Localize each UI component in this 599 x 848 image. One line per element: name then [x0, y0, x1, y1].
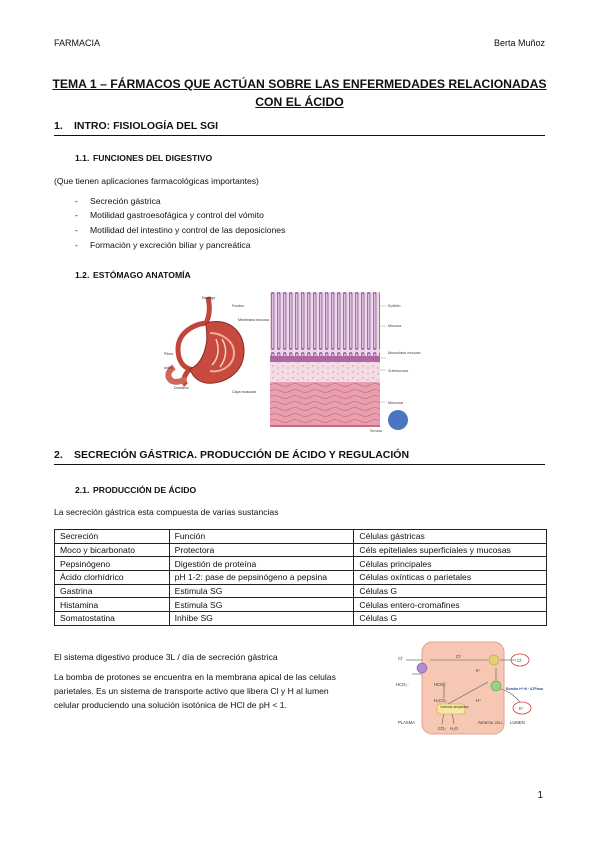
section-2-title: SECRECIÓN GÁSTRICA. PRODUCCIÓN DE ÁCIDO Y REGULACIÓN	[74, 449, 410, 461]
label-cl-right: Cl⁻	[517, 658, 524, 663]
exchanger-a-circle	[417, 663, 427, 673]
label-hco3-out: HCO₃⁻	[396, 682, 410, 687]
label-enzyme: Carbonic anhydrase	[440, 705, 469, 709]
subsection-2-1-number: 2.1.	[75, 485, 90, 495]
label-h-plus: H⁺	[476, 698, 482, 703]
paragraph-line: parietales. Es un sistema de transporte activo que libera Cl y H al lumen	[54, 686, 329, 696]
subsection-1-2-title: ESTÓMAGO ANATOMÍA	[93, 270, 191, 280]
label-antrum: Antro	[164, 366, 173, 370]
table-cell: Estimula SG	[169, 598, 354, 612]
label-cl-mid: Cl⁻	[456, 654, 463, 659]
page-title	[40, 75, 559, 111]
page-number: 1	[537, 790, 543, 801]
bullet-item: - Motilidad del intestino y control de las deposiciones	[75, 225, 286, 235]
secretion-table	[54, 529, 547, 626]
table-row	[55, 584, 547, 598]
table-header-cell: Secreción	[55, 530, 170, 544]
stomach-histology-illustration	[270, 292, 421, 433]
label-duodenum: Duodeno	[174, 386, 189, 390]
table-cell: Células G	[354, 612, 547, 626]
table-cell: Ácido clorhídrico	[55, 571, 170, 585]
header-left: FARMACIA	[54, 38, 101, 48]
table-header-row	[55, 530, 547, 544]
table-row	[55, 557, 547, 571]
label-mucosa: Membrana mucosa	[238, 318, 269, 322]
bullet-item: - Formación y excreción biliar y pancreática	[75, 240, 251, 250]
subsection-1-2-number: 1.2.	[75, 270, 90, 280]
table-cell: Digestión de proteína	[169, 557, 354, 571]
secretion-intro: La secreción gástrica esta compuesta de varias sustancias	[54, 507, 279, 517]
section-2-rule	[54, 464, 545, 465]
subsection-2-1-title: PRODUCCIÓN DE ÁCIDO	[93, 485, 197, 495]
table-cell: pH 1-2: pase de pepsinógeno a pepsina	[169, 571, 354, 585]
table-cell: Somatostatina	[55, 612, 170, 626]
label-lumen: LUMEN	[510, 720, 525, 725]
subsection-1-1-number: 1.1.	[75, 153, 90, 163]
table-cell: Protectora	[169, 543, 354, 557]
label-epithelium: Epitelio	[388, 304, 401, 308]
label-muscular: Muscular	[388, 401, 404, 405]
stomach-anatomy-illustration	[160, 293, 269, 403]
table-header-cell: Células gástricas	[354, 530, 547, 544]
label-parietal-cell: PARIETAL CELL	[478, 721, 504, 725]
table-header-cell: Función	[169, 530, 354, 544]
section-2-number: 2.	[54, 449, 63, 461]
label-serosa: Serosa	[370, 429, 383, 433]
label-k-plus: K⁺	[476, 668, 482, 673]
label-fundus: Fundus	[232, 304, 244, 308]
table-cell: Céls epiteliales superficiales y mucosas	[354, 543, 547, 557]
blue-dot	[388, 410, 408, 430]
subsection-1-1-title: FUNCIONES DEL DIGESTIVO	[93, 153, 213, 163]
label-h2o: H₂O	[450, 726, 458, 731]
table-cell: Células principales	[354, 557, 547, 571]
table-row	[55, 612, 547, 626]
section-1-rule	[54, 135, 545, 136]
label-mucosa-layer: Mucosa	[388, 324, 402, 328]
section-1-heading	[54, 120, 218, 132]
subsection-1-1-heading	[75, 153, 212, 163]
bullet-item: - Secreción gástrica	[75, 196, 161, 206]
header-right: Berta Muñoz	[493, 38, 545, 48]
functions-intro: (Que tienen aplicaciones farmacológicas importantes)	[54, 176, 259, 186]
paragraph-line: La bomba de protones se encuentra en la membrana apical de las celulas	[54, 672, 336, 682]
table-cell: Pepsinógeno	[55, 557, 170, 571]
label-cl-left: Cl⁻	[398, 656, 405, 661]
table-cell: Gastrina	[55, 584, 170, 598]
section-1-number: 1.	[54, 120, 63, 132]
label-submucosa: Submucosa	[388, 369, 409, 373]
table-row	[55, 571, 547, 585]
volume-paragraph: El sistema digestivo produce 3L / día de secreción gástrica	[54, 652, 278, 662]
table-cell: Estimula SG	[169, 584, 354, 598]
label-pump: Bomba H⁺/K⁺ ATPasa	[506, 687, 543, 691]
table-row	[55, 598, 547, 612]
label-plasma: PLASMA	[398, 720, 415, 725]
table-cell: Células oxínticas o parietales	[354, 571, 547, 585]
label-esophagus: Esófago	[202, 296, 216, 300]
channel-c-circle	[489, 655, 499, 665]
section-2-heading	[54, 449, 409, 461]
label-muscularis-mucosa: Muscularis mucosa	[388, 351, 421, 355]
proton-pump-paragraph	[54, 670, 394, 712]
table-row	[55, 543, 547, 557]
label-h2co3: H₂CO₃	[434, 698, 447, 703]
table-cell: Inhibe SG	[169, 612, 354, 626]
label-hco3-in: HCO₃⁻	[434, 682, 448, 687]
subsection-2-1-heading	[75, 485, 196, 495]
label-co2: CO₂	[438, 726, 446, 731]
table-cell: Histamina	[55, 598, 170, 612]
bullet-item: - Motilidad gastroesofágica y control del vómito	[75, 210, 264, 220]
parietal-cell-diagram	[392, 638, 544, 736]
label-pylorus: Píloro	[164, 352, 174, 356]
table-cell: Células entero-cromafines	[354, 598, 547, 612]
pump-p-circle	[491, 681, 501, 691]
table-cell: Moco y bicarbonato	[55, 543, 170, 557]
label-muscular-layer: Capa muscular	[232, 390, 257, 394]
subsection-1-2-heading	[75, 270, 191, 280]
paragraph-line: celular produciendo una solución isotónica de HCl de pH < 1.	[54, 700, 287, 710]
section-1-title: INTRO: FISIOLOGÍA DEL SGI	[74, 120, 219, 132]
label-k-out: K⁺	[519, 706, 525, 711]
table-cell: Células G	[354, 584, 547, 598]
title-line-1: TEMA 1 – FÁRMACOS QUE ACTÚAN SOBRE LAS ENFERMEDADES RELACIONADAS	[52, 77, 547, 91]
title-line-2: CON EL ÁCIDO	[255, 95, 344, 109]
